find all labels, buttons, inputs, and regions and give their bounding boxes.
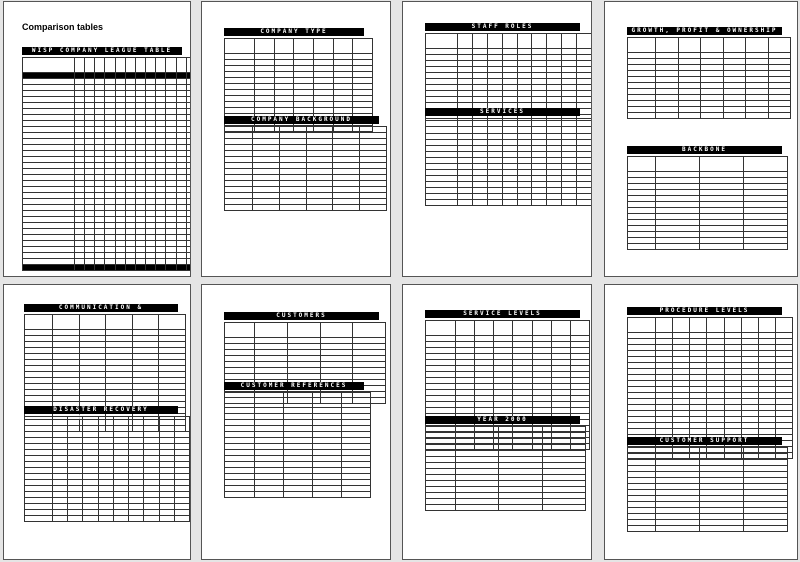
- table-cell: [744, 526, 788, 532]
- table-row: [225, 323, 386, 338]
- table-cell: [656, 113, 679, 119]
- section-title-banner: CUSTOMER SUPPORT: [627, 437, 782, 445]
- section-title-banner: BACKBONE: [627, 146, 782, 154]
- table-cell: [570, 321, 589, 336]
- comparison-table: [627, 156, 788, 250]
- table-cell: [360, 205, 387, 211]
- table-cell: [146, 58, 156, 73]
- table-cell: [225, 492, 255, 498]
- table-cell: [294, 39, 314, 54]
- table-cell: [532, 321, 551, 336]
- table-cell: [628, 244, 656, 250]
- table-cell: [656, 318, 673, 333]
- table-row: [225, 205, 387, 211]
- table-cell: [135, 265, 145, 271]
- table-cell: [95, 265, 105, 271]
- table-cell: [132, 315, 159, 330]
- section-title-banner: WISP COMPANY LEAGUE TABLE: [22, 47, 182, 55]
- table-cell: [333, 205, 360, 211]
- table-row: [23, 265, 192, 271]
- table-cell: [75, 265, 85, 271]
- table-cell: [775, 318, 792, 333]
- table-cell: [225, 393, 255, 408]
- section-title-banner: COMMUNICATION & INFRASTRUCTURE: [24, 304, 178, 312]
- table-cell: [313, 39, 333, 54]
- table-cell: [746, 113, 769, 119]
- table-cell: [532, 34, 547, 49]
- table-cell: [547, 119, 562, 134]
- table-cell: [628, 157, 656, 172]
- table-cell: [758, 318, 775, 333]
- table-row: [628, 526, 788, 532]
- table-cell: [156, 58, 166, 73]
- table-cell: [628, 38, 656, 53]
- table-cell: [98, 417, 113, 432]
- table-cell: [472, 119, 487, 134]
- table-cell: [577, 200, 592, 206]
- comparison-table: [224, 126, 387, 211]
- table-cell: [532, 119, 547, 134]
- table-cell: [656, 157, 700, 172]
- table-cell: [287, 323, 320, 338]
- table-cell: [542, 505, 585, 511]
- document-page[interactable]: [402, 284, 592, 560]
- table-row: [628, 113, 791, 119]
- comparison-table: [627, 37, 791, 119]
- table-cell: [547, 200, 562, 206]
- table-cell: [125, 265, 135, 271]
- section-title-banner: STAFF ROLES: [425, 23, 580, 31]
- table-cell: [517, 119, 532, 134]
- table-cell: [628, 526, 656, 532]
- section-title-banner: GROWTH, PROFIT & OWNERSHIP: [627, 27, 782, 35]
- table-cell: [174, 516, 189, 522]
- section-title-banner: CUSTOMERS: [224, 312, 379, 320]
- table-cell: [306, 205, 333, 211]
- document-page[interactable]: [3, 1, 191, 277]
- table-cell: [225, 323, 255, 338]
- table-cell: [146, 265, 156, 271]
- table-cell: [701, 113, 724, 119]
- table-cell: [85, 58, 95, 73]
- table-cell: [95, 58, 105, 73]
- table-cell: [135, 58, 145, 73]
- table-cell: [499, 505, 542, 511]
- table-cell: [746, 38, 769, 53]
- table-cell: [700, 157, 744, 172]
- table-cell: [656, 526, 700, 532]
- table-cell: [458, 200, 473, 206]
- table-cell: [166, 265, 176, 271]
- table-cell: [502, 119, 517, 134]
- table-cell: [23, 58, 75, 73]
- table-cell: [255, 492, 284, 498]
- table-cell: [125, 58, 135, 73]
- table-cell: [68, 417, 83, 432]
- table-cell: [129, 516, 144, 522]
- table-cell: [741, 318, 758, 333]
- table-cell: [673, 318, 690, 333]
- table-cell: [85, 265, 95, 271]
- document-page[interactable]: [402, 1, 592, 277]
- table-cell: [156, 265, 166, 271]
- table-cell: [166, 58, 176, 73]
- table-cell: [176, 58, 186, 73]
- section-title-banner: COMPANY BACKGROUND: [224, 116, 379, 124]
- table-cell: [744, 157, 788, 172]
- table-row: [628, 244, 788, 250]
- comparison-table: [24, 416, 190, 522]
- table-cell: [487, 119, 502, 134]
- table-cell: [274, 39, 294, 54]
- table-row: [628, 157, 788, 172]
- table-cell: [113, 417, 128, 432]
- table-cell: [472, 200, 487, 206]
- section-title-banner: YEAR 2000: [425, 416, 580, 424]
- table-cell: [25, 417, 53, 432]
- table-cell: [353, 39, 373, 54]
- table-cell: [79, 315, 106, 330]
- table-cell: [723, 113, 746, 119]
- table-cell: [186, 265, 191, 271]
- table-cell: [472, 34, 487, 49]
- document-page[interactable]: [201, 284, 391, 560]
- table-cell: [562, 119, 577, 134]
- table-cell: [159, 315, 186, 330]
- table-cell: [532, 200, 547, 206]
- table-cell: [320, 323, 353, 338]
- table-row: [628, 318, 793, 333]
- comparison-table: [425, 118, 592, 206]
- table-cell: [105, 265, 115, 271]
- table-cell: [456, 321, 475, 336]
- table-cell: [284, 492, 313, 498]
- table-cell: [744, 244, 788, 250]
- table-row: [426, 505, 586, 511]
- table-cell: [707, 318, 724, 333]
- table-cell: [53, 417, 68, 432]
- table-cell: [53, 315, 80, 330]
- table-cell: [144, 516, 159, 522]
- table-cell: [562, 200, 577, 206]
- table-cell: [678, 38, 701, 53]
- table-row: [628, 38, 791, 53]
- table-cell: [547, 34, 562, 49]
- table-row: [25, 315, 186, 330]
- table-cell: [159, 516, 174, 522]
- comparison-table: [627, 447, 788, 532]
- table-cell: [628, 113, 656, 119]
- table-cell: [159, 417, 174, 432]
- document-page[interactable]: [201, 1, 391, 277]
- table-row: [225, 492, 371, 498]
- table-cell: [700, 244, 744, 250]
- table-cell: [176, 265, 186, 271]
- table-cell: [115, 58, 125, 73]
- table-cell: [456, 505, 499, 511]
- table-cell: [53, 516, 68, 522]
- table-cell: [458, 34, 473, 49]
- table-row: [426, 321, 590, 336]
- table-cell: [255, 393, 284, 408]
- table-cell: [129, 417, 144, 432]
- table-cell: [342, 393, 371, 408]
- table-row: [426, 119, 592, 134]
- section-title-banner: SERVICE LEVELS: [425, 310, 580, 318]
- table-cell: [768, 38, 791, 53]
- table-cell: [255, 39, 275, 54]
- table-cell: [313, 492, 342, 498]
- section-title-banner: CUSTOMER REFERENCES: [224, 382, 364, 390]
- table-cell: [83, 516, 98, 522]
- table-cell: [342, 492, 371, 498]
- section-title-banner: PROCEDURE LEVELS: [627, 307, 782, 315]
- table-cell: [723, 38, 746, 53]
- table-cell: [656, 244, 700, 250]
- table-row: [426, 200, 592, 206]
- table-cell: [577, 34, 592, 49]
- table-cell: [724, 318, 741, 333]
- table-cell: [656, 38, 679, 53]
- table-cell: [284, 393, 313, 408]
- table-cell: [253, 205, 280, 211]
- table-cell: [502, 200, 517, 206]
- table-row: [225, 39, 373, 54]
- table-cell: [426, 505, 456, 511]
- table-cell: [105, 58, 115, 73]
- table-cell: [75, 58, 85, 73]
- table-cell: [628, 318, 656, 333]
- table-cell: [106, 315, 133, 330]
- table-cell: [144, 417, 159, 432]
- table-cell: [113, 516, 128, 522]
- table-cell: [186, 58, 191, 73]
- document-page[interactable]: [3, 284, 191, 560]
- table-row: [225, 393, 371, 408]
- section-title-banner: DISASTER RECOVERY PROVISIONS: [24, 406, 178, 414]
- table-cell: [513, 321, 532, 336]
- comparison-table: [425, 426, 586, 511]
- table-cell: [678, 113, 701, 119]
- comparison-table: [22, 57, 191, 271]
- table-cell: [487, 34, 502, 49]
- table-cell: [174, 417, 189, 432]
- table-cell: [475, 321, 494, 336]
- table-cell: [562, 34, 577, 49]
- table-cell: [700, 526, 744, 532]
- comparison-table: [224, 392, 371, 498]
- table-cell: [502, 34, 517, 49]
- table-cell: [426, 321, 456, 336]
- table-cell: [25, 516, 53, 522]
- table-cell: [551, 321, 570, 336]
- table-cell: [225, 39, 255, 54]
- table-cell: [701, 38, 724, 53]
- table-row: [25, 516, 190, 522]
- table-cell: [115, 265, 125, 271]
- table-cell: [517, 200, 532, 206]
- table-cell: [768, 113, 791, 119]
- table-cell: [255, 323, 288, 338]
- section-title-banner: SERVICES: [425, 108, 580, 116]
- table-cell: [690, 318, 707, 333]
- table-cell: [487, 200, 502, 206]
- section-title-banner: COMPANY TYPE: [224, 28, 364, 36]
- document-title: Comparison tables: [22, 22, 104, 32]
- table-cell: [279, 205, 306, 211]
- table-cell: [426, 200, 458, 206]
- table-cell: [23, 265, 75, 271]
- table-row: [426, 34, 592, 49]
- table-cell: [225, 205, 253, 211]
- table-row: [25, 417, 190, 432]
- table-cell: [313, 393, 342, 408]
- document-page[interactable]: [604, 284, 798, 560]
- table-cell: [25, 315, 53, 330]
- table-cell: [426, 34, 458, 49]
- table-cell: [577, 119, 592, 134]
- table-cell: [517, 34, 532, 49]
- table-cell: [426, 119, 458, 134]
- table-cell: [458, 119, 473, 134]
- document-page[interactable]: [604, 1, 798, 277]
- table-cell: [68, 516, 83, 522]
- table-cell: [83, 417, 98, 432]
- table-row: [23, 58, 192, 73]
- table-cell: [353, 323, 386, 338]
- table-cell: [333, 39, 353, 54]
- table-cell: [98, 516, 113, 522]
- table-cell: [494, 321, 513, 336]
